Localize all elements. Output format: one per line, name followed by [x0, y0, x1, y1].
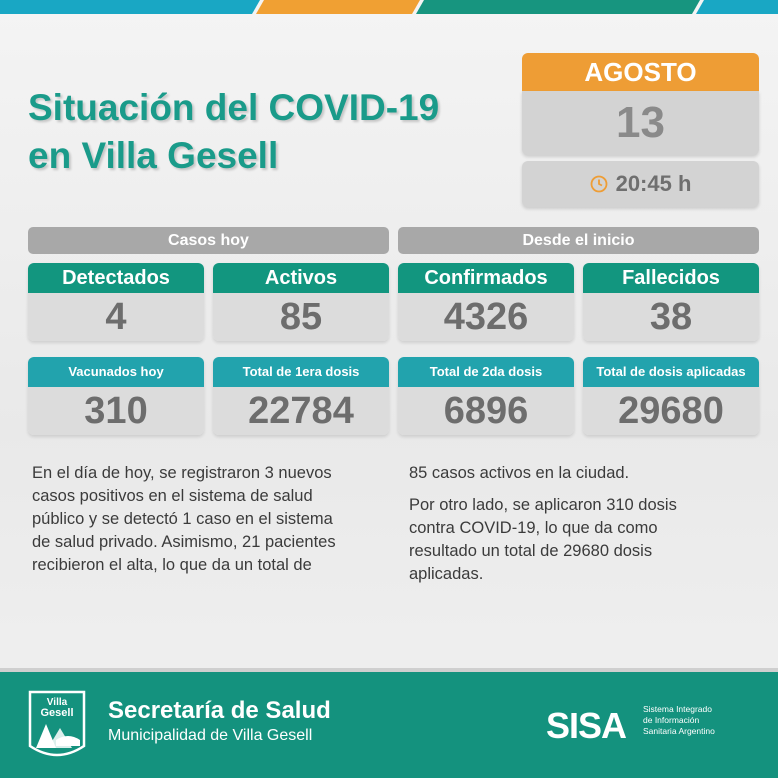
day-label: 13 — [522, 91, 759, 155]
month-label: AGOSTO — [522, 53, 759, 91]
stat-card-fallecidos — [583, 263, 759, 341]
title-line-2: en Villa Gesell — [28, 135, 279, 176]
clock-icon — [590, 175, 608, 193]
top-color-stripe — [0, 0, 778, 14]
sisa-description — [643, 704, 715, 737]
stat-value: 4 — [28, 293, 204, 341]
stat-value: 85 — [213, 293, 389, 341]
stat-label: Total de 2da dosis — [398, 357, 574, 387]
paragraph-col1 — [32, 462, 382, 577]
text-line: público y se detectó 1 caso en el sistema — [32, 510, 333, 528]
text-line: casos positivos en el sistema de salud — [32, 487, 313, 505]
stat-label: Vacunados hoy — [28, 357, 204, 387]
stat-value: 22784 — [213, 387, 389, 435]
stat-value: 29680 — [583, 387, 759, 435]
sisa-logo-text: SISA — [546, 705, 627, 744]
stat-value: 310 — [28, 387, 204, 435]
sisa-line: de Información — [643, 715, 700, 725]
time-label: 20:45 h — [615, 171, 692, 196]
municipalidad-subtitle: Municipalidad de Villa Gesell — [108, 727, 313, 744]
logo-text-line2: Gesell — [40, 707, 74, 719]
paragraph-col2 — [409, 462, 759, 586]
text-line: aplicadas. — [409, 565, 484, 583]
stat-card-vacunados-hoy — [28, 357, 204, 435]
stat-label: Total de 1era dosis — [213, 357, 389, 387]
stat-value: 6896 — [398, 387, 574, 435]
stat-label: Confirmados — [398, 263, 574, 293]
stat-label: Total de dosis aplicadas — [583, 357, 759, 387]
stat-card-confirmados — [398, 263, 574, 341]
title-line-1: Situación del COVID-19 — [28, 87, 440, 128]
section-casos-hoy: Casos hoy — [28, 227, 389, 254]
section-desde-inicio: Desde el inicio — [398, 227, 759, 254]
sisa-line: Sistema Integrado — [643, 704, 712, 714]
sisa-line: Sanitaria Argentino — [643, 726, 715, 736]
stat-card-dosis-aplicadas — [583, 357, 759, 435]
text-line: contra COVID-19, lo que da como — [409, 519, 658, 537]
text-line: 85 casos activos en la ciudad. — [409, 464, 630, 482]
stat-label: Detectados — [28, 263, 204, 293]
stat-label: Activos — [213, 263, 389, 293]
stat-value: 4326 — [398, 293, 574, 341]
text-line: En el día de hoy, se registraron 3 nuevos — [32, 464, 332, 482]
stat-card-detectados — [28, 263, 204, 341]
text-line: resultado un total de 29680 dosis — [409, 542, 653, 560]
stat-card-activos — [213, 263, 389, 341]
stat-label: Fallecidos — [583, 263, 759, 293]
stat-value: 38 — [583, 293, 759, 341]
villa-gesell-logo-icon — [26, 688, 88, 764]
text-line: Por otro lado, se aplicaron 310 dosis — [409, 496, 677, 514]
stat-card-segunda-dosis — [398, 357, 574, 435]
secretaria-title: Secretaría de Salud — [108, 697, 331, 724]
text-line: recibieron el alta, lo que da un total de — [32, 556, 312, 574]
text-line: de salud privado. Asimismo, 21 pacientes — [32, 533, 336, 551]
logo-text-line1: Villa — [46, 697, 68, 708]
time-box — [522, 161, 759, 207]
page-title — [28, 84, 498, 180]
stat-card-primera-dosis — [213, 357, 389, 435]
sisa-logo-icon — [546, 704, 638, 744]
